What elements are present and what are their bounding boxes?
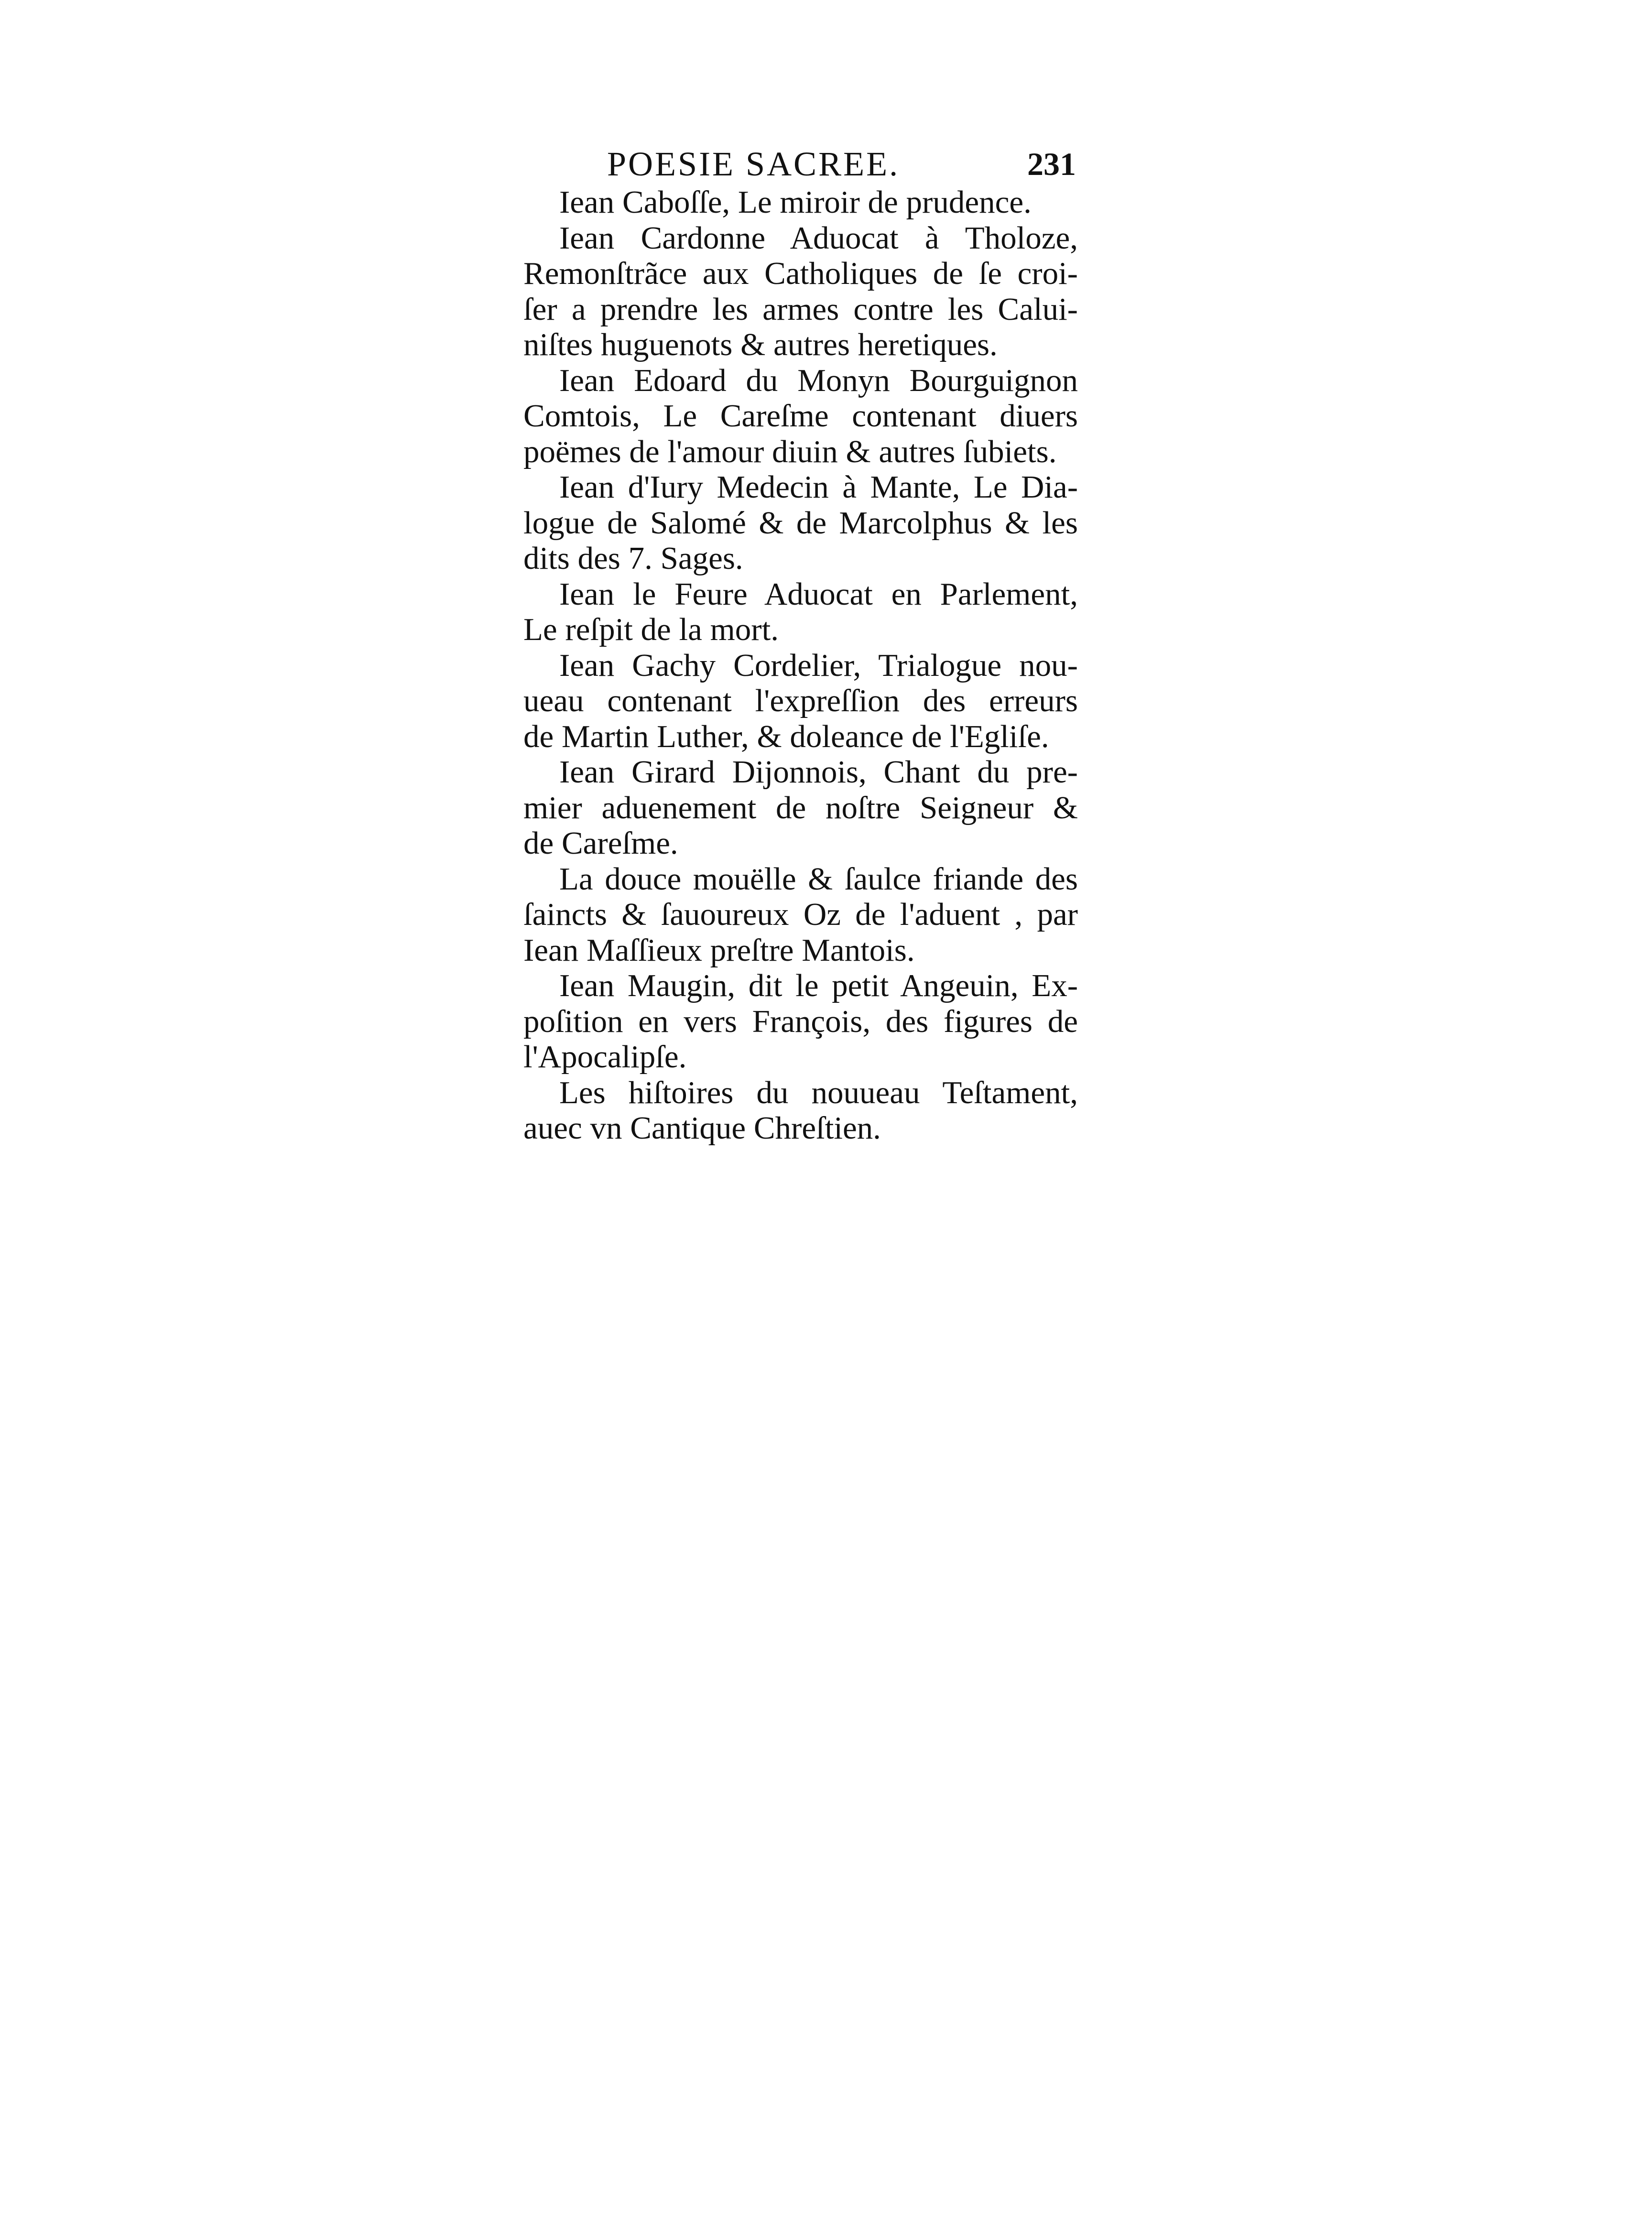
page-number: 231 bbox=[1027, 146, 1076, 182]
entry-line: Iean Gachy Cordelier, Trialogue nou- bbox=[559, 647, 1078, 683]
book-page bbox=[523, 143, 1078, 1146]
entry-girard bbox=[523, 754, 1078, 861]
entry-line: poëmes de l'amour diuin & autres ſubiets. bbox=[523, 434, 1057, 469]
entry-line: poſition en vers François, des figures de bbox=[523, 1003, 1078, 1039]
entry-histoires bbox=[523, 1075, 1078, 1146]
entry-line: Iean Maugin, dit le petit Angeuin, Ex- bbox=[559, 968, 1078, 1003]
entry-maugin bbox=[523, 968, 1078, 1075]
entry-line: auec vn Cantique Chreſtien. bbox=[523, 1110, 881, 1146]
entry-line: ueau contenant l'expreſſion des erreurs bbox=[523, 683, 1078, 718]
entry-line: de Careſme. bbox=[523, 825, 678, 861]
entry-line: La douce mouëlle & ſaulce friande des bbox=[559, 861, 1078, 897]
running-title: POESIE SACREE. bbox=[607, 145, 900, 183]
entry-line: mier aduenement de noſtre Seigneur & bbox=[523, 790, 1078, 825]
entry-line: Remonſtrãce aux Catholiques de ſe croi- bbox=[523, 256, 1078, 291]
entry-line: niſtes huguenots & autres heretiques. bbox=[523, 327, 998, 362]
entry-line: Iean le Feure Aduocat en Parlement, bbox=[559, 576, 1078, 612]
entry-line: Iean Maſſieux preſtre Mantois. bbox=[523, 932, 915, 968]
entry-line: l'Apocalipſe. bbox=[523, 1039, 687, 1075]
entry-line: Iean Girard Dijonnois, Chant du pre- bbox=[559, 754, 1078, 790]
entry-line: Iean Cardonne Aduocat à Tholoze, bbox=[559, 220, 1078, 256]
entry-line: de Martin Luther, & doleance de l'Egliſe. bbox=[523, 718, 1049, 754]
entry-cardonne bbox=[523, 220, 1078, 363]
entry-line: Comtois, Le Careſme contenant diuers bbox=[523, 398, 1078, 434]
running-head bbox=[523, 143, 1078, 185]
entry-line: Iean d'Iury Medecin à Mante, Le Dia- bbox=[559, 469, 1078, 505]
entry-line: Les hiſtoires du nouueau Teſtament, bbox=[559, 1075, 1078, 1110]
entry-edoard-du-monyn bbox=[523, 363, 1078, 470]
bibliography-entries bbox=[523, 185, 1078, 1146]
entry-d-iury bbox=[523, 469, 1078, 576]
entry-line: Iean Caboſſe, Le miroir de prudence. bbox=[559, 185, 1032, 220]
entry-line: ſer a prendre les armes contre les Calui- bbox=[523, 291, 1078, 327]
entry-caboffe bbox=[523, 185, 1078, 220]
entry-le-feure bbox=[523, 576, 1078, 648]
entry-gachy bbox=[523, 648, 1078, 755]
entry-massieux bbox=[523, 861, 1078, 968]
entry-line: dits des 7. Sages. bbox=[523, 541, 743, 576]
entry-line: Le reſpit de la mort. bbox=[523, 612, 779, 647]
entry-line: ſaincts & ſauoureux Oz de l'aduent , par bbox=[523, 897, 1078, 932]
entry-line: logue de Salomé & de Marcolphus & les bbox=[523, 505, 1078, 541]
entry-line: Iean Edoard du Monyn Bourguignon bbox=[559, 362, 1078, 398]
